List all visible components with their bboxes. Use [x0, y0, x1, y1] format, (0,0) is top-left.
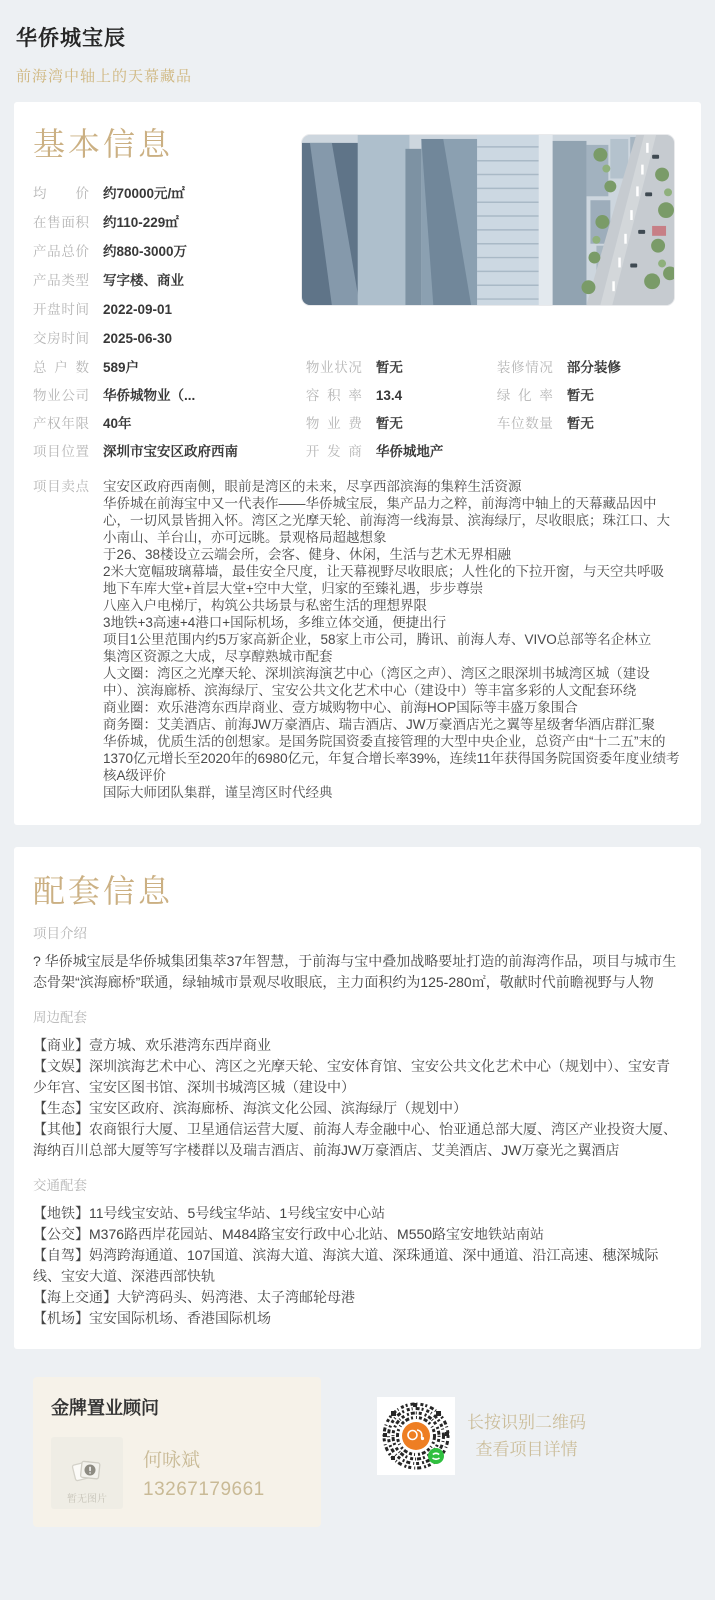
field-decoration — [497, 358, 682, 377]
field-label: 产品类型 — [33, 273, 89, 288]
field-label: 项目位置 — [33, 444, 89, 459]
field-label: 开盘时间 — [33, 302, 89, 317]
selling-point-line: 2米大宽幅玻璃幕墙，最佳安全尺度，让天幕视野尽收眼底；人性化的下拉开窗，与天空共呼吸 — [103, 564, 665, 579]
field-value: 589户 — [103, 360, 140, 375]
qr-caption — [467, 1409, 586, 1463]
selling-points-row — [33, 478, 682, 801]
field-tenure — [33, 414, 306, 433]
field-value: 写字楼、商业 — [103, 273, 184, 288]
field-label: 物业状况 — [305, 360, 362, 375]
field-plot-ratio — [306, 386, 497, 405]
field-label: 绿化率 — [496, 388, 553, 403]
intro-line: ? 华侨城宝辰是华侨城集团集萃37年智慧，于前海与宝中叠加战略要址打造的前海湾作品，项目与城市生态骨架“滨海廊桥”联通，绿轴城市景观尽收眼底，主力面积约为125-280㎡，敬献时代前瞻视野与人物 — [33, 953, 677, 990]
field-label: 开发商 — [305, 444, 362, 459]
selling-point-line: 3地铁+3高速+4港口+国际机场，多维立体交通，便捷出行 — [103, 615, 447, 630]
transport-line: 【公交】M376路西岸花园站、M484路宝安行政中心北站、M550路宝安地铁站南站 — [33, 1226, 545, 1242]
field-product-type — [33, 271, 313, 290]
field-developer — [306, 442, 497, 461]
field-parking — [497, 414, 682, 433]
group-intro-text — [33, 951, 682, 993]
selling-point-line: 国际大师团队集群，谨呈湾区时代经典 — [103, 785, 333, 800]
selling-point-line: 项目1公里范围内约5万家高新企业，58家上市公司，腾讯、前海人寿、VIVO总部等名企林立 — [103, 632, 652, 647]
field-value: 约110-229㎡ — [103, 215, 179, 230]
field-delivery-date — [33, 329, 313, 348]
selling-point-line: 集湾区资源之大成，尽享醇熟城市配套 — [103, 649, 333, 664]
field-label: 物业公司 — [33, 388, 89, 403]
field-location — [33, 442, 306, 461]
footer — [14, 1377, 701, 1527]
transport-line: 【自驾】妈湾跨海通道、107国道、滨海大道、海滨大道、深珠通道、深中通道、沿江高速、穗深城际线、宝安大道、深港西部快轨 — [33, 1247, 659, 1284]
consultant-name: 何咏斌 — [143, 1450, 201, 1471]
group-surroundings-text — [33, 1035, 682, 1161]
field-greening-rate — [497, 386, 682, 405]
qr-section — [377, 1397, 586, 1475]
surroundings-line: 【商业】壹方城、欢乐港湾东西岸商业 — [33, 1037, 271, 1053]
field-label: 产权年限 — [33, 416, 89, 431]
selling-point-line: 于26、38楼设立云端会所，会客、健身、休闲，生活与艺术无界相融 — [103, 547, 512, 562]
selling-points-text — [103, 478, 682, 801]
field-value: 部分装修 — [566, 360, 621, 375]
field-value: 暂无 — [566, 416, 594, 431]
field-value: 暂无 — [566, 388, 594, 403]
selling-point-line: 八座入户电梯厅，构筑公共场景与私密生活的理想界限 — [103, 598, 427, 613]
consultant-phone[interactable]: 13267179661 — [143, 1479, 265, 1500]
selling-point-line: 地下车库大堂+首层大堂+空中大堂，归家的至臻礼遇，步步尊崇 — [103, 581, 484, 596]
group-label-intro: 项目介绍 — [33, 926, 87, 941]
selling-point-line: 宝安区政府西南侧，眼前是湾区的未来，尽享西部滨海的集粹生活资源 — [103, 479, 522, 494]
field-label: 车位数量 — [496, 416, 553, 431]
basic-fields-top — [33, 184, 313, 348]
basic-fields-grid — [33, 358, 682, 470]
qr-code[interactable] — [377, 1397, 455, 1475]
field-area — [33, 213, 313, 232]
field-households — [33, 358, 306, 377]
consultant-card-title: 金牌置业顾问 — [51, 1398, 159, 1418]
field-label: 交房时间 — [33, 331, 89, 346]
field-avg-price — [33, 184, 313, 203]
field-label: 容积率 — [305, 388, 362, 403]
field-property-company — [33, 386, 306, 405]
basic-info-card — [14, 102, 701, 825]
qr-caption-line1: 长按识别二维码 — [467, 1413, 586, 1432]
selling-point-line: 华侨城，优质生活的创想家。是国务院国资委直接管理的大型中央企业，总资产由“十二五”末的1370亿元增长至2020年的6980亿元，年复合增长率39%，连续11年获得国务院国资委年度业绩考核A级评价 — [103, 734, 680, 783]
selling-point-line: 商务圈：艾美酒店、前海JW万豪酒店、瑞吉酒店、JW万豪酒店光之翼等星级奢华酒店群汇聚 — [103, 717, 655, 732]
field-property-fee — [306, 414, 497, 433]
grid-column-3 — [497, 358, 682, 470]
field-value: 暂无 — [375, 360, 403, 375]
no-image-label: 暂无图片 — [67, 1494, 107, 1505]
group-label-surroundings: 周边配套 — [33, 1010, 87, 1025]
field-value: 深圳市宝安区政府西南 — [103, 444, 238, 459]
surroundings-line: 【其他】农商银行大厦、卫星通信运营大厦、前海人寿金融中心、怡亚通总部大厦、湾区产业投资大厦、海纳百川总部大厦等写字楼群以及瑞吉酒店、前海JW万豪酒店、艾美酒店、JW万豪光之翼酒店 — [33, 1121, 677, 1158]
field-label: 装修情况 — [496, 360, 553, 375]
support-info-card — [14, 847, 701, 1349]
consultant-card — [33, 1377, 321, 1527]
field-value: 约880-3000万 — [103, 244, 188, 259]
field-property-status — [306, 358, 497, 377]
grid-column-1 — [33, 358, 306, 470]
field-label: 总户数 — [33, 360, 89, 375]
qr-caption-line2: 查看项目详情 — [475, 1440, 578, 1459]
selling-point-line: 人文圈：湾区之光摩天轮、深圳滨海演艺中心（湾区之声）、湾区之眼深圳书城湾区城（建设中）、滨海廊桥、滨海绿厅、宝安公共文化艺术中心（建设中）等丰富多彩的人文配套环绕 — [103, 666, 650, 698]
selling-points-label: 项目卖点 — [33, 479, 89, 494]
mini-program-qr-graphic — [379, 1399, 453, 1473]
field-value: 约70000元/㎡ — [103, 186, 185, 201]
project-slogan: 前海湾中轴上的天幕藏品 — [16, 68, 193, 85]
transport-line: 【海上交通】大铲湾码头、妈湾港、太子湾邮轮母港 — [33, 1289, 355, 1305]
consultant-row — [51, 1437, 303, 1509]
no-image-icon — [69, 1458, 105, 1488]
field-value: 40年 — [103, 416, 132, 431]
support-info-title: 配套信息 — [33, 873, 174, 909]
field-value: 2022-09-01 — [103, 302, 173, 317]
basic-info-title: 基本信息 — [33, 126, 174, 162]
field-value: 华侨城物业（... — [103, 388, 196, 403]
city-render-graphic — [302, 135, 674, 305]
project-title: 华侨城宝辰 — [16, 27, 126, 50]
field-open-date — [33, 300, 313, 319]
surroundings-line: 【生态】宝安区政府、滨海廊桥、海滨文化公园、滨海绿厅（规划中） — [33, 1100, 467, 1116]
page-header — [0, 0, 715, 102]
field-value: 暂无 — [375, 416, 403, 431]
field-total-price — [33, 242, 313, 261]
surroundings-line: 【文娱】深圳滨海艺术中心、湾区之光摩天轮、宝安体育馆、宝安公共文化艺术中心（规划中）、宝安青少年宫、宝安区图书馆、深圳书城湾区城（建设中） — [33, 1058, 670, 1095]
field-value: 2025-06-30 — [103, 331, 173, 346]
field-label: 均价 — [33, 186, 89, 201]
group-transport-text — [33, 1203, 682, 1329]
selling-point-line: 商业圈：欢乐港湾东西岸商业、壹方城购物中心、前海HOP国际等丰盛万象围合 — [103, 700, 578, 715]
field-value: 华侨城地产 — [375, 444, 444, 459]
group-label-transport: 交通配套 — [33, 1178, 87, 1193]
selling-point-line: 华侨城在前海宝中又一代表作——华侨城宝辰，集产品力之粹，前海湾中轴上的天幕藏品因中心，一切风景皆拥入怀。湾区之光摩天轮、前海湾一线海景、滨海绿厅，尽收眼底；珠江口、大小南山、羊台山，亦可远眺。景观格局超越想象 — [103, 496, 670, 545]
grid-column-2 — [306, 358, 497, 470]
transport-line: 【机场】宝安国际机场、香港国际机场 — [33, 1310, 271, 1326]
consultant-info — [143, 1437, 265, 1509]
field-label: 物业费 — [305, 416, 362, 431]
field-label: 产品总价 — [33, 244, 89, 259]
field-value: 13.4 — [375, 388, 403, 403]
field-label: 在售面积 — [33, 215, 89, 230]
transport-line: 【地铁】11号线宝安站、5号线宝华站、1号线宝安中心站 — [33, 1205, 386, 1221]
consultant-avatar-placeholder — [51, 1437, 123, 1509]
project-render-image[interactable] — [301, 134, 675, 306]
